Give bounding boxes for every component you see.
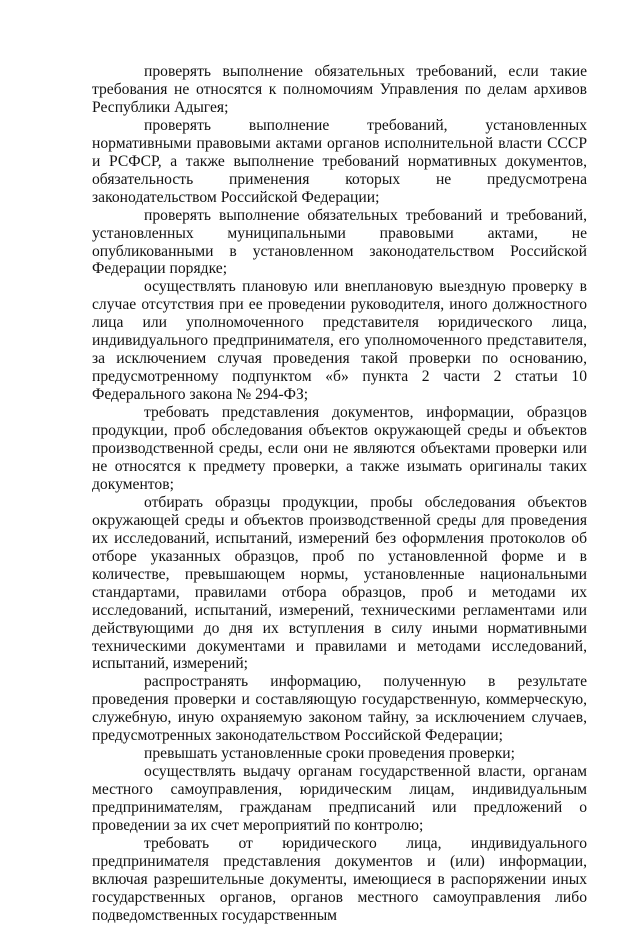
paragraph-8: превышать установленные сроки проведения проверки; — [144, 745, 515, 763]
paragraph-1: проверять выполнение обязательных требований, если такие требования не относятся к полномочиям Управления по делам архивов Республики Адыгея; — [92, 63, 587, 116]
paragraph-9: осуществлять выдачу органам государственной власти, органам местного самоуправления, юридическим лицам, индивидуальным предпринимателям, гражданам предписаний или предложений о проведении за их счет мероприятий по контролю; — [92, 763, 587, 835]
paragraph-3: проверять выполнение обязательных требований и требований, установленных муниципальными правовыми актами, не опубликованными в установленном законодательством Российской Федерации порядке; — [92, 206, 587, 278]
paragraph-2: проверять выполнение требований, установленных нормативными правовыми актами органов исполнительной власти СССР и РСФСР, а также выполнение требований нормативных документов, обязательность применения которых не предусмотрена законодательством Российской Федерации; — [92, 116, 587, 206]
paragraph-7: распространять информацию, полученную в результате проведения проверки и составляющую государственную, коммерческую, служебную, иную охраняемую законом тайну, за исключением случаев, предусмотренных законодательством Российской Федерации; — [92, 673, 587, 745]
paragraph-5: требовать представления документов, информации, образцов продукции, проб обследования объектов окружающей среды и объектов производственной среды, если они не являются объектами проверки или не относятся к предмету проверки, а также изымать оригиналы таких документов; — [92, 404, 587, 493]
paragraph-10: требовать от юридического лица, индивидуального предпринимателя представления документов и (или) информации, включая разрешительные документы, имеющиеся в распоряжении иных государственных органов, органов местного самоуправления либо подведомственных государственным — [92, 834, 587, 924]
paragraph-6: отбирать образцы продукции, пробы обследования объектов окружающей среды и объектов производственной среды для проведения их исследований, испытаний, измерений без оформления протоколов об отборе указанных образцов, проб по установленной форме и в количестве, превышающем нормы, установленные национальными стандартами, правилами отбора образцов, проб и методами их исследований, испытаний, измерений, техническими регламентами или действующими до дня их вступления в силу иными нормативными техническими документами и правилами и методами исследований, испытаний, измерений; — [92, 493, 587, 673]
paragraph-4: осуществлять плановую или внеплановую выездную проверку в случае отсутствия при ее проведении руководителя, иного должностного лица или уполномоченного представителя юридического лица, индивидуального предпринимателя, его уполномоченного представителя, за исключением случая проведения такой проверки по основанию, предусмотренному подпунктом «б» пункта 2 части 2 статьи 10 Федерального закона № 294-ФЗ; — [92, 278, 587, 404]
